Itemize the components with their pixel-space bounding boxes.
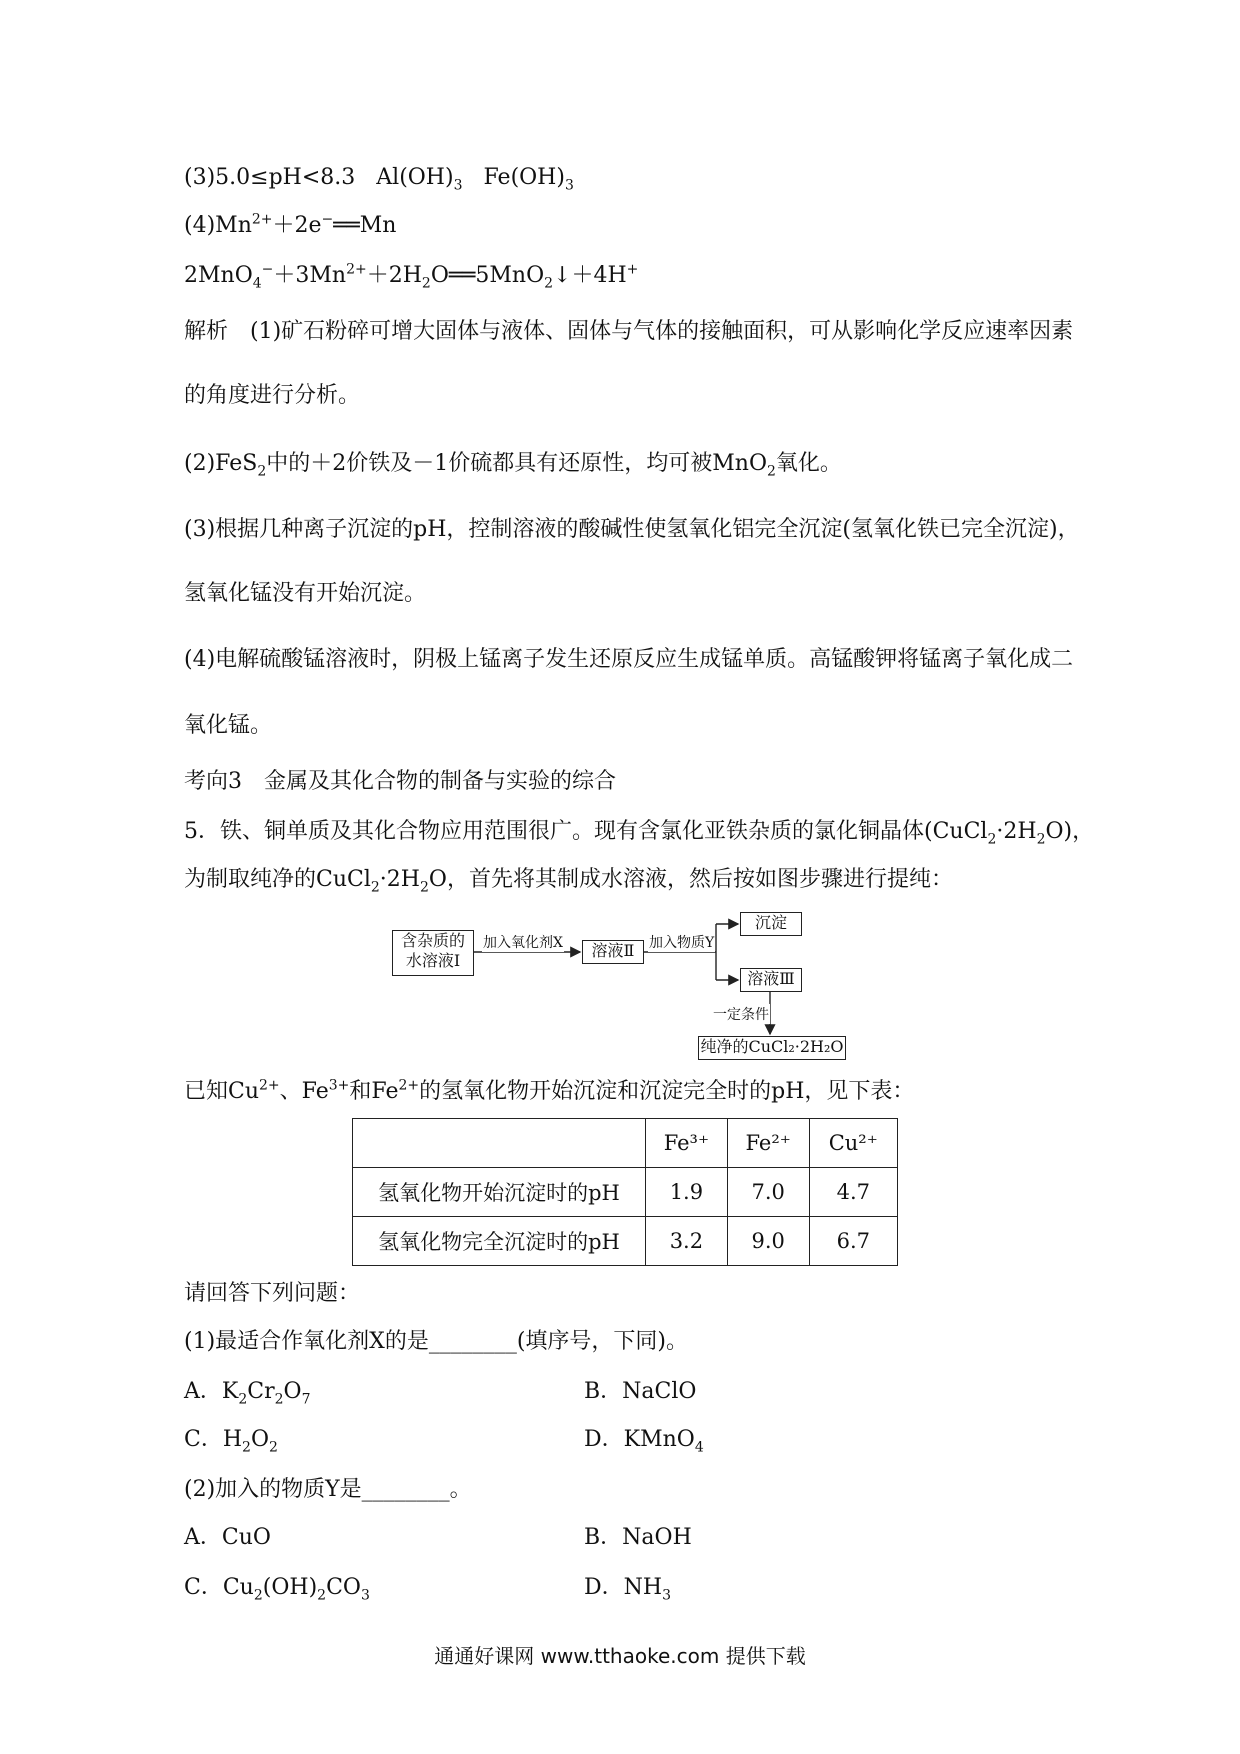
analysis-p4-line2: 氧化锰。	[184, 713, 273, 738]
analysis-p2: (2)FeS$_2$中的＋2价铁及－1价硫都具有还原性，均可被MnO$_2$氧化。	[184, 451, 842, 480]
answer-4-equation: $2MnO_4^-+3Mn^{2+}+2H_2O══5MnO_2↓+4H^+$	[184, 261, 639, 292]
page-footer: 通通好课网 www.tthaoke.com 提供下载	[434, 1644, 806, 1668]
q2-option-b: B．NaOH	[584, 1525, 692, 1550]
flow-box-precipitate: 沉淀	[740, 912, 802, 936]
q1-option-d: D．KMnO$_4$	[584, 1427, 704, 1456]
question-5-line1: 5．铁、铜单质及其化合物应用范围很广。现有含氯化亚铁杂质的氯化铜晶体$(CuCl_2\cdot 2H_2O)$，	[184, 819, 1095, 848]
known-info-line: 已知$Cu^{2+}$、$Fe^{3+}$和$Fe^{2+}$的氢氧化物开始沉淀和沉淀完全时的pH，见下表：	[184, 1077, 915, 1104]
flow-label-oxidant: 加入氧化剂X	[482, 932, 564, 952]
table-row	[353, 1217, 898, 1266]
flow-box-solution-2: 溶液Ⅱ	[582, 940, 644, 964]
flow-box-pure-product: 纯净的CuCl₂·2H₂O	[698, 1036, 846, 1060]
question-1: (1)最适合作氧化剂X的是________(填序号，下同)。	[184, 1329, 688, 1354]
q2-option-a: A．CuO	[184, 1525, 271, 1550]
analysis-p1-line1: 解析 (1)矿石粉碎可增大固体与液体、固体与气体的接触面积，可从影响化学反应速率因素	[184, 319, 1074, 344]
table-header-cell: Fe³⁺	[646, 1119, 728, 1168]
analysis-p3-line1: (3)根据几种离子沉淀的pH，控制溶液的酸碱性使氢氧化铝完全沉淀(氢氧化铁已完全沉淀)，	[184, 517, 1080, 542]
table-header-cell: Cu²⁺	[809, 1119, 897, 1168]
table-header-cell	[353, 1119, 646, 1168]
flow-label-substance-y: 加入物质Y	[648, 932, 715, 952]
q2-option-d: D．$NH_3$	[584, 1575, 671, 1604]
table-row-label: 氢氧化物开始沉淀时的pH	[353, 1168, 646, 1217]
q1-option-b: B．NaClO	[584, 1379, 697, 1404]
analysis-p3-line2: 氢氧化锰没有开始沉淀。	[184, 581, 427, 606]
analysis-p1-line2: 的角度进行分析。	[184, 383, 361, 408]
flow-box-solution-3: 溶液Ⅲ	[740, 968, 802, 992]
table-cell: 1.9	[646, 1168, 728, 1217]
ph-table	[352, 1118, 898, 1266]
analysis-p4-line1: (4)电解硫酸锰溶液时，阴极上锰离子发生还原反应生成锰单质。高锰酸钾将锰离子氧化成二	[184, 647, 1074, 672]
table-cell: 9.0	[727, 1217, 809, 1266]
table-header-row	[353, 1119, 898, 1168]
questions-prompt: 请回答下列问题：	[184, 1281, 361, 1306]
table-cell: 3.2	[646, 1217, 728, 1266]
purification-flow-diagram	[390, 910, 860, 1060]
q2-option-c: C．$Cu_2(OH)_2CO_3$	[184, 1575, 370, 1604]
q1-option-a: A．$K_2Cr_2O_7$	[184, 1379, 311, 1408]
answer-3: (3)5.0≤pH<8.3 $Al(OH)_3$ $Fe(OH)_3$	[184, 165, 574, 194]
question-5-line2: 为制取纯净的$CuCl_2\cdot 2H_2O$，首先将其制成水溶液，然后按如图步骤进行提纯：	[184, 867, 953, 896]
question-2: (2)加入的物质Y是________。	[184, 1477, 472, 1502]
q1-option-c: C．$H_2O_2$	[184, 1427, 278, 1456]
table-row	[353, 1168, 898, 1217]
flow-box-impure-solution: 含杂质的 水溶液Ⅰ	[392, 930, 474, 976]
table-row-label: 氢氧化物完全沉淀时的pH	[353, 1217, 646, 1266]
flow-label-condition: 一定条件	[712, 1004, 770, 1024]
answer-4: $(4)Mn^{2+}+2e^-══Mn$	[184, 211, 397, 238]
table-cell: 4.7	[809, 1168, 897, 1217]
section-heading: 考向3 金属及其化合物的制备与实验的综合	[184, 769, 616, 794]
table-cell: 7.0	[727, 1168, 809, 1217]
table-cell: 6.7	[809, 1217, 897, 1266]
table-header-cell: Fe²⁺	[727, 1119, 809, 1168]
